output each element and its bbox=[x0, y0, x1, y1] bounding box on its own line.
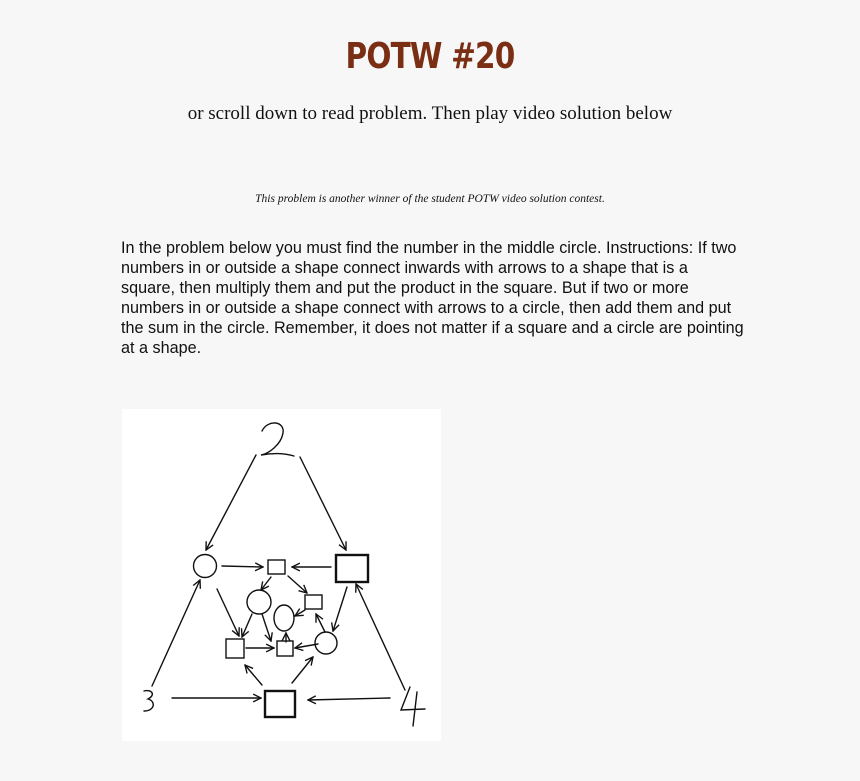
problem-diagram bbox=[122, 409, 441, 741]
page-subtitle: or scroll down to read problem. Then play video solution below bbox=[187, 103, 673, 124]
left-number-glyph bbox=[144, 691, 153, 711]
arrow-inner-circle-to-left-square bbox=[242, 614, 252, 637]
top-small-square bbox=[268, 560, 285, 574]
diagram-svg bbox=[122, 409, 441, 741]
page-title: POTW #20 bbox=[345, 36, 515, 77]
arrow-right-to-right-square bbox=[356, 584, 405, 690]
arrow-left-to-left-circle bbox=[152, 580, 200, 686]
top-number: 2 bbox=[272, 449, 273, 450]
arrow-inner-circle-to-inner-square bbox=[262, 614, 271, 641]
middle-circle bbox=[274, 605, 294, 631]
right-square bbox=[336, 555, 368, 582]
contest-note: This problem is another winner of the student POTW video solution contest. bbox=[255, 193, 605, 205]
left-number: 3 bbox=[148, 705, 149, 706]
inner-circle bbox=[247, 590, 271, 614]
arrow-top-square-to-inner-circle bbox=[261, 577, 271, 590]
center-lower-square bbox=[277, 641, 293, 656]
arrow-bottom-square-to-right-circle bbox=[292, 657, 313, 683]
arrow-right-circle-to-inner-square bbox=[316, 614, 325, 632]
arrow-square-to-right-circle bbox=[333, 587, 347, 631]
bottom-square bbox=[265, 691, 295, 717]
arrow-right-to-bottom-square bbox=[308, 698, 390, 700]
arrow-top-to-right-square bbox=[300, 457, 346, 550]
top-number-glyph bbox=[261, 423, 294, 456]
right-circle bbox=[315, 632, 337, 654]
arrow-top-to-left-circle bbox=[206, 455, 256, 550]
right-number-glyph bbox=[401, 687, 425, 726]
left-lower-square bbox=[226, 639, 244, 658]
arrow-bottom-square-to-left-square bbox=[245, 665, 262, 685]
arrow-inner-square-to-middle-circle bbox=[295, 610, 305, 616]
arrow-circle-to-top-square bbox=[222, 566, 263, 567]
arrow-circle-to-left-square bbox=[217, 589, 239, 636]
problem-instructions: In the problem below you must find the number in the middle circle. Instructions: If two numbers in or outside a shape connect inwards with arrows to a shape that is a square, then multiply them and put the product in the square. But if two or more numbers in or outside a shape connect with arrows to a circle, then add them and put the sum in the circle. Remember, it does not matter if a square and a circle are pointing at a shape. bbox=[121, 239, 744, 357]
right-number: 4 bbox=[412, 709, 413, 710]
inner-square bbox=[305, 595, 322, 609]
left-circle bbox=[194, 555, 217, 578]
arrow-top-square-to-inner-square bbox=[288, 576, 307, 593]
